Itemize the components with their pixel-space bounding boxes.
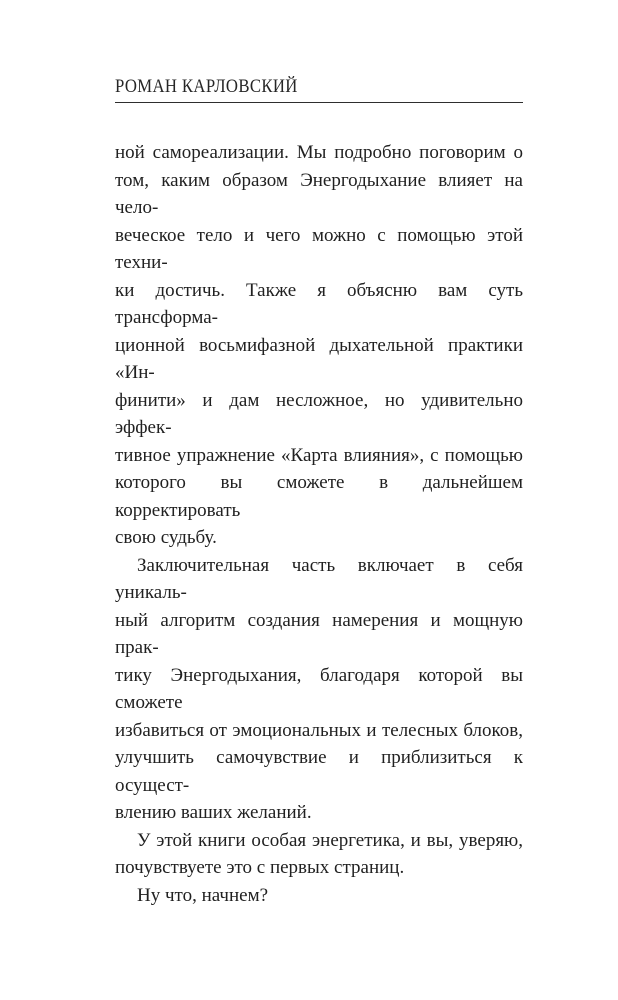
text-line: избавиться от эмоциональных и телесных блоков, <box>115 719 523 741</box>
text-line: ной самореализации. Мы подробно поговорим о <box>115 142 523 163</box>
text-line: ный алгоритм создания намерения и мощную прак- <box>115 609 523 658</box>
text-line: свою судьбу. <box>115 527 217 548</box>
text-line: ционной восьмифазной дыхательной практики «Ин- <box>115 334 523 383</box>
paragraph <box>115 827 523 882</box>
running-head-container <box>115 76 523 98</box>
text-line: финити» и дам несложное, но удивительно эффек- <box>115 389 523 438</box>
text-line: которого вы сможете в дальнейшем корректировать <box>115 472 523 521</box>
header-rule <box>115 102 523 103</box>
paragraph <box>115 139 523 552</box>
text-line: том, каким образом Энергодыхание влияет на чело- <box>115 169 523 218</box>
text-line: влению ваших желаний. <box>115 802 312 823</box>
text-line: Заключительная часть включает в себя уникаль- <box>115 554 523 603</box>
text-line: Ну что, начнем? <box>137 884 269 906</box>
paragraph <box>115 552 523 827</box>
running-head-author: РОМАН КАРЛОВСКИЙ <box>115 76 298 97</box>
text-block <box>115 139 523 909</box>
text-line: почувствуете это с первых страниц. <box>115 857 405 878</box>
text-line: тивное упражнение «Карта влияния», с помощью <box>115 444 523 466</box>
text-line: улучшить самочувствие и приблизиться к осущест- <box>115 747 523 796</box>
text-line: У этой книги особая энергетика, и вы, уверяю, <box>137 829 523 851</box>
paragraph <box>115 882 523 910</box>
text-line: ки достичь. Также я объясню вам суть трансформа- <box>115 279 523 328</box>
text-line: тику Энергодыхания, благодаря которой вы сможете <box>115 664 523 713</box>
text-line: веческое тело и чего можно с помощью этой техни- <box>115 224 523 273</box>
